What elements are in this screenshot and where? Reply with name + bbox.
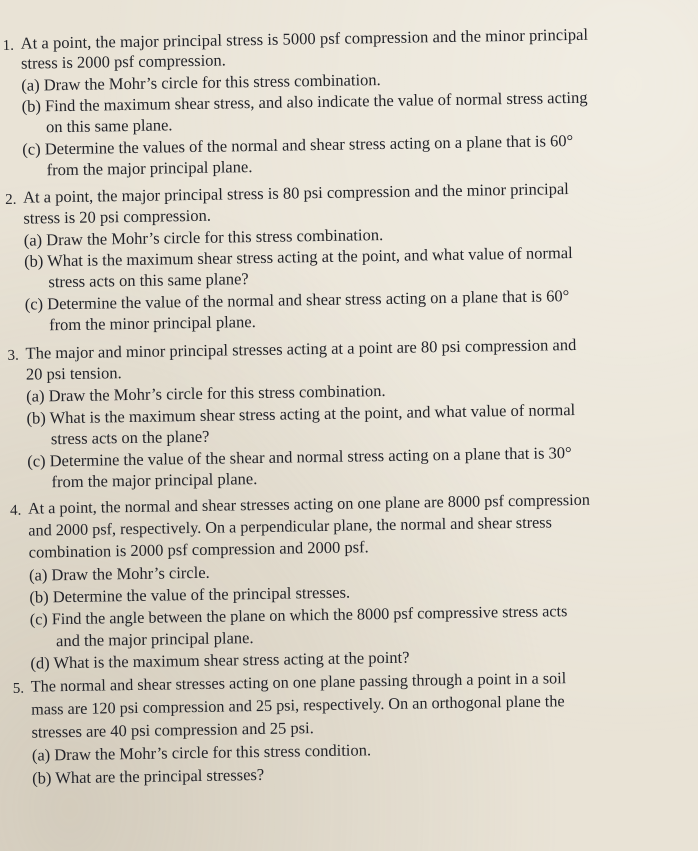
part-b: (b) What are the principal stresses? bbox=[32, 764, 265, 788]
problem-text-line: combination is 2000 psf compression and 2000 psf. bbox=[28, 537, 369, 562]
part-c: (c) Determine the values of the normal and shear stress acting on a plane that is 60° bbox=[22, 131, 574, 159]
part-b-cont: on this same plane. bbox=[45, 115, 173, 137]
part-b-cont: stress acts on this same plane? bbox=[48, 269, 249, 292]
problem-text-line: and 2000 psf, respectively. On a perpendicular plane, the normal and shear stress bbox=[28, 513, 552, 540]
problem-text-line: stress is 2000 psf compression. bbox=[20, 50, 226, 73]
problem-text-line: stress is 20 psi compression. bbox=[23, 205, 212, 228]
part-a: (a) Draw the Mohr’s circle. bbox=[28, 562, 210, 585]
problem-number: 5. bbox=[12, 680, 25, 697]
part-c-cont: from the minor principal plane. bbox=[48, 312, 256, 335]
part-c-cont: and the major principal plane. bbox=[55, 628, 254, 651]
part-a: (a) Draw the Mohr’s circle for this stress condition. bbox=[31, 740, 372, 765]
part-a: (a) Draw the Mohr’s circle for this stress combination. bbox=[26, 380, 386, 406]
part-a: (a) Draw the Mohr’s circle for this stress combination. bbox=[23, 225, 384, 250]
part-b: (b) What is the maximum shear stress acting at the point, and what value of normal bbox=[26, 400, 576, 428]
problem-text-line: The normal and shear stresses acting on one plane passing through a point in a soil bbox=[30, 669, 567, 696]
part-b: (b) Determine the value of the principal stresses. bbox=[29, 582, 351, 607]
part-b: (b) What is the maximum shear stress acting at the point, and what value of normal bbox=[23, 243, 573, 271]
problem-text-line: stresses are 40 psi compression and 25 psi. bbox=[31, 718, 314, 742]
problem-text-line: At a point, the normal and shear stresses acting on one plane are 8000 psf compression bbox=[27, 490, 590, 518]
part-c-cont: from the major principal plane. bbox=[46, 157, 253, 180]
part-b: (b) Find the maximum shear stress, and also indicate the value of normal stress acting bbox=[21, 87, 588, 116]
problem-text-line: 20 psi tension. bbox=[25, 363, 122, 384]
problem-text-line: mass are 120 psi compression and 25 psi, respectively. On an orthogonal plane the bbox=[31, 692, 565, 719]
part-c: (c) Determine the value of the shear and normal stress acting on a plane that is 30° bbox=[27, 443, 572, 471]
problem-number: 1. bbox=[2, 37, 15, 54]
part-d: (d) What is the maximum shear stress acting at the point? bbox=[30, 647, 410, 673]
problem-text-line: At a point, the major principal stress is 5000 psf compression and the minor principal bbox=[20, 24, 589, 53]
problem-text-line: The major and minor principal stresses acting at a point are 80 psi compression and bbox=[25, 334, 577, 363]
part-c: (c) Find the angle between the plane on which the 8000 psf compressive stress acts bbox=[29, 602, 568, 629]
problem-number: 4. bbox=[9, 502, 22, 519]
part-c-cont: from the major principal plane. bbox=[51, 469, 258, 492]
part-b-cont: stress acts on the plane? bbox=[50, 426, 210, 449]
problem-number: 3. bbox=[7, 347, 19, 364]
problem-text-line: At a point, the major principal stress is 80 psi compression and the minor principal bbox=[22, 179, 569, 207]
problem-number: 2. bbox=[5, 191, 17, 208]
part-a: (a) Draw the Mohr’s circle for this stress combination. bbox=[21, 70, 381, 95]
part-c: (c) Determine the value of the normal and shear stress acting on a plane that is 60° bbox=[24, 286, 570, 314]
